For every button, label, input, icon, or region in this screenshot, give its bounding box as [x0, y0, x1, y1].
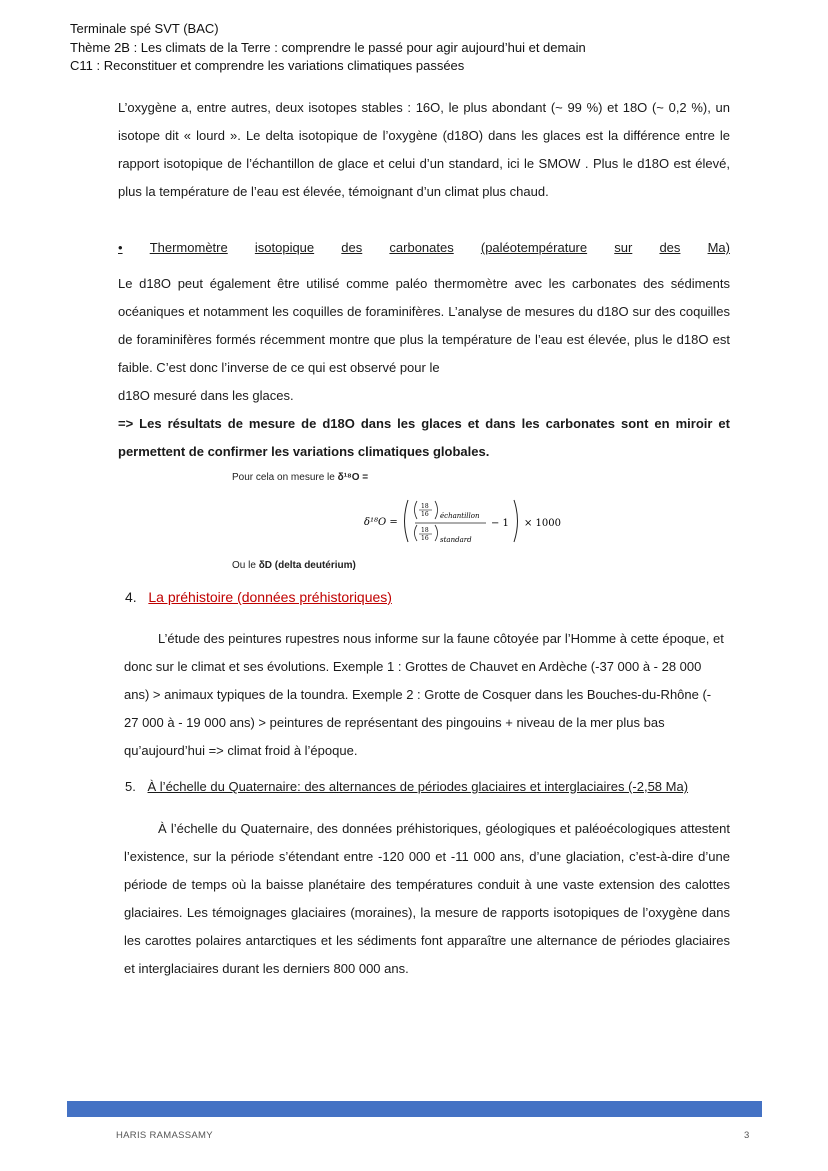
footer-author: HARIS RAMASSAMY: [116, 1130, 213, 1141]
bullet-symbol: •: [118, 240, 123, 255]
conclusion-bold: => Les résultats de mesure de d18O dans les glaces et dans les carbonates sont en miroir et permettent de confirmer les variations climatiques globales.: [118, 416, 730, 459]
formula-outro: Ou le δD (delta deutérium): [232, 560, 356, 571]
footer-bar: [67, 1101, 762, 1117]
formula-lhs: δ¹⁸O =: [364, 517, 398, 528]
formula-block: [232, 472, 652, 571]
paragraph-quaternary: À l’échelle du Quaternaire, des données préhistoriques, géologiques et paléoécologiques attestent l’existence, sur la période s’étendant entre -120 000 et -11 000 ans, d’une glaciation, c’est-à-dire d’une période de temps où la baisse planétaire des températures conduit à une vaste extension des calottes glaciaires. Les témoignages glaciaires (moraines), la mesure de rapports isotopiques de l’oxygène dans les carottes polaires antarctiques et les sédiments font apparaître une alternance de périodes glaciaires et interglaciaires durant les derniers 800 000 ans.: [124, 821, 730, 976]
header-chapter: C11 : Reconstituer et comprendre les variations climatiques passées: [70, 58, 465, 73]
formula-sub-standard: standard: [440, 536, 472, 544]
section-5-heading: [125, 779, 730, 795]
section-4-title: La préhistoire (données préhistoriques): [148, 589, 392, 605]
formula-num-top: 18: [421, 503, 429, 510]
section-4-number: 4.: [125, 589, 137, 605]
paragraph-prehistory: L’étude des peintures rupestres nous informe sur la faune côtoyée par l’Homme à cette époque, et donc sur le climat et ses évolutions. Exemple 1 : Grottes de Chauvet en Ardèche (-37 000 à - 28 000 ans) > animaux typiques de la toundra. Exemple 2 : Grotte de Cosquer dans les Bouches-du-Rhône (- 27 000 à - 19 000 ans) > peintures de représentant des pingouins + niveau de la mer plus bas qu’aujourd’hui => climat froid à l’époque.: [124, 631, 724, 758]
bullet-word: Thermomètre: [149, 240, 228, 255]
paragraph-carbonates-end: d18O mesuré dans les glaces.: [118, 388, 294, 403]
formula-num-bottom: 16: [421, 511, 429, 518]
bullet-heading-carbonates: [118, 237, 730, 259]
section-4-heading: [125, 589, 392, 605]
section-5-number: 5.: [125, 779, 136, 794]
page-number: 3: [744, 1130, 750, 1141]
paragraph-carbonates-body: Le d18O peut également être utilisé comme paléo thermomètre avec les carbonates des sédiments océaniques et notamment les coquilles de foraminifères. L’analyse de mesures du d18O sur des coquilles de foraminifères formés récemment montre que plus la température de l’eau est élevée, plus le d18O est faible. C’est donc l’inverse de ce qui est observé pour le: [118, 276, 730, 375]
formula-times: × 1000: [524, 518, 562, 529]
formula-outro-symbol: δD (delta deutérium): [258, 560, 356, 571]
bullet-word: des: [341, 240, 363, 255]
bullet-word: des: [659, 240, 681, 255]
delta-18o-formula: [364, 494, 624, 548]
bullet-word: isotopique: [254, 240, 315, 255]
header-course: Terminale spé SVT (BAC): [70, 21, 219, 36]
bullet-word: Ma): [707, 240, 730, 255]
bullet-word: carbonates: [389, 240, 454, 255]
page-header: [70, 20, 586, 76]
formula-den-bottom: 16: [421, 535, 429, 542]
paragraph-oxygen-isotopes: L’oxygène a, entre autres, deux isotopes stables : 16O, le plus abondant (~ 99 %) et 18O (~ 0,2 %), un isotope dit « lourd ». Le delta isotopique de l’oxygène (d18O) dans les glaces est la différence entre le rapport isotopique de l’échantillon de glace et celui d’un standard, ici le SMOW . Plus le d18O est élevé, plus la température de l’eau est élevée, témoignant d’un climat plus chaud.: [118, 100, 730, 199]
formula-intro-symbol: δ¹⁸O =: [337, 472, 369, 483]
header-theme: Thème 2B : Les climats de la Terre : comprendre le passé pour agir aujourd’hui et demain: [70, 39, 586, 55]
bullet-word: sur: [614, 240, 633, 255]
formula-sub-sample: échantillon: [440, 512, 480, 520]
paragraph-carbonates: [118, 270, 730, 466]
formula-intro: Pour cela on mesure le δ¹⁸O =: [232, 472, 369, 483]
section-5-title: À l’échelle du Quaternaire: des alternances de périodes glaciaires et interglaciaires (-2,58 Ma): [147, 779, 689, 794]
bullet-word: (paléotempérature: [480, 240, 588, 255]
formula-minus-one: − 1: [491, 518, 509, 529]
formula-den-top: 18: [421, 527, 429, 534]
